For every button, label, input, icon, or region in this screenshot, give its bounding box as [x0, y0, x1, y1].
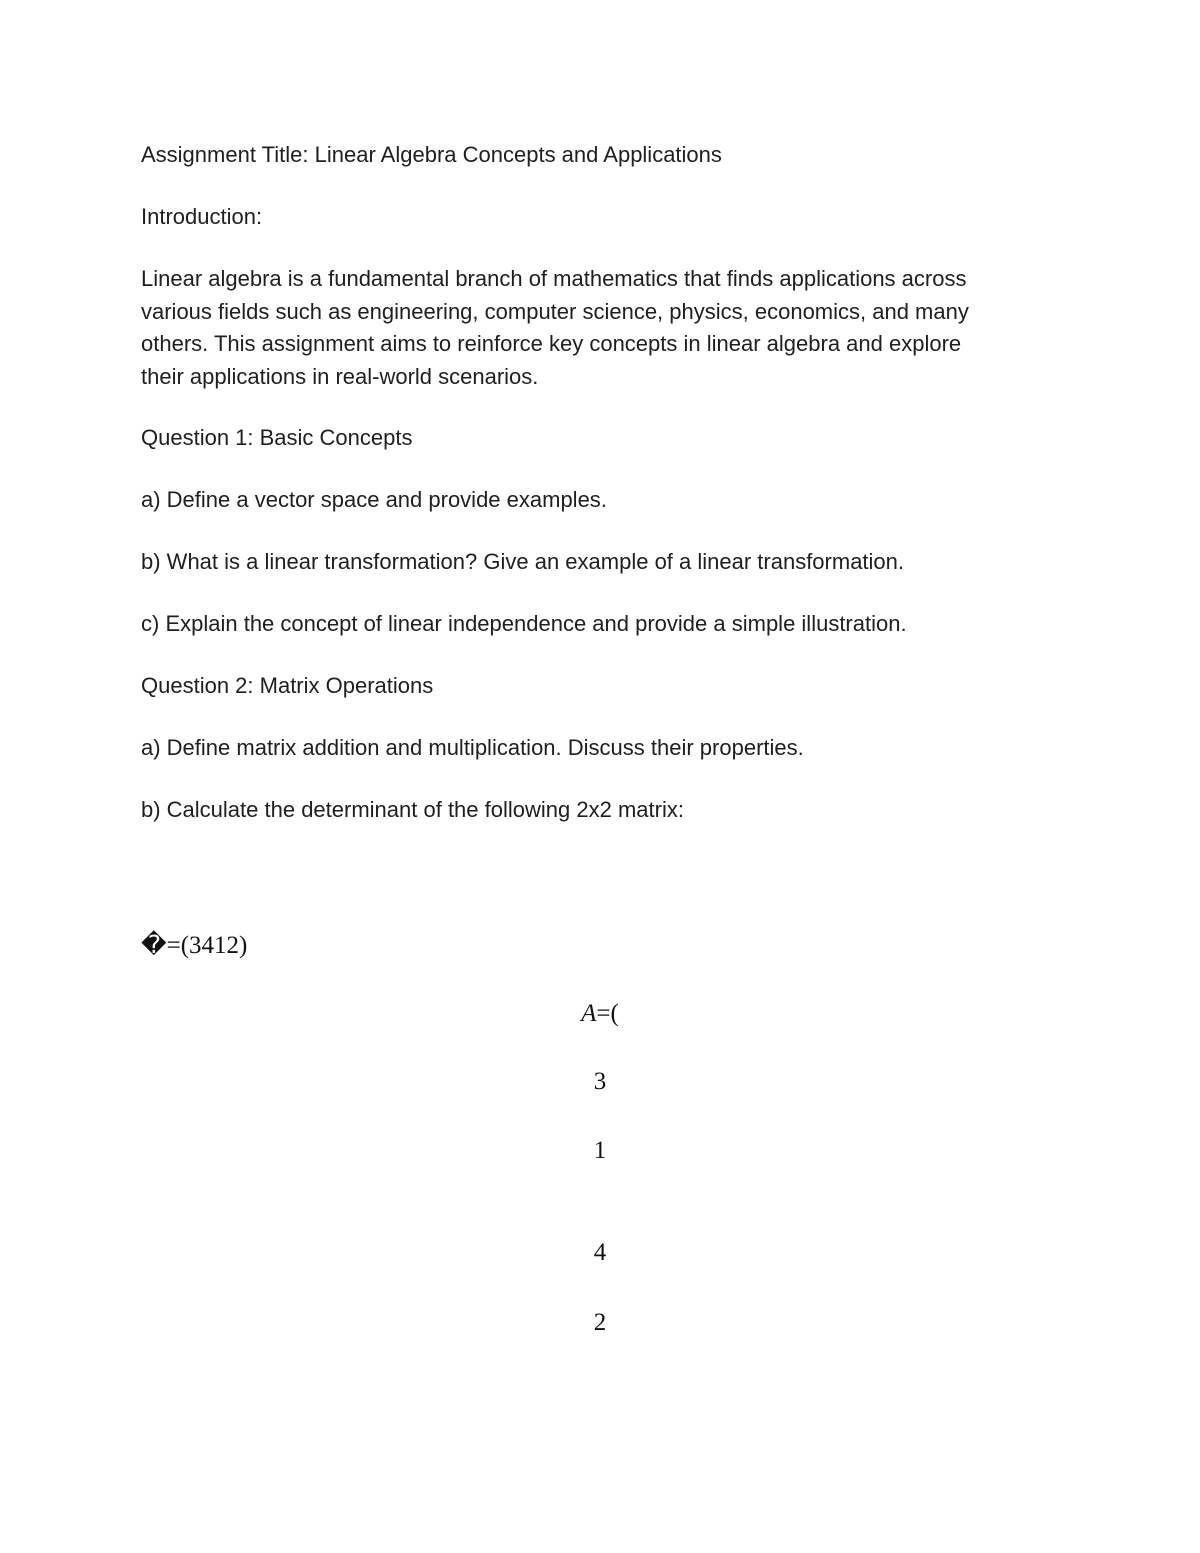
question-2b: b) Calculate the determinant of the following 2x2 matrix:	[141, 797, 684, 822]
intro-paragraph-line: their applications in real-world scenarios.	[141, 364, 539, 389]
question-1b: b) What is a linear transformation? Give an example of a linear transformation.	[141, 549, 905, 574]
question-2a: a) Define matrix addition and multiplication. Discuss their properties.	[141, 735, 804, 760]
question-1a: a) Define a vector space and provide examples.	[141, 487, 607, 512]
question-1c: c) Explain the concept of linear independence and provide a simple illustration.	[141, 611, 907, 636]
matrix-entry: 2	[593, 1309, 607, 1336]
assignment-title: Assignment Title: Linear Algebra Concepts and Applications	[141, 142, 722, 167]
matrix-open-paren: =(	[596, 1000, 619, 1027]
matrix-entry: 1	[593, 1137, 607, 1164]
question-2-heading: Question 2: Matrix Operations	[141, 673, 434, 698]
matrix-definition	[0, 999, 1200, 1029]
intro-paragraph-line: various fields such as engineering, computer science, physics, economics, and many	[141, 299, 969, 324]
matrix-entry: 4	[593, 1239, 607, 1266]
matrix-garbled-expression: �=(3412)	[141, 932, 248, 959]
introduction-heading: Introduction:	[141, 204, 263, 229]
intro-paragraph-line: others. This assignment aims to reinforce key concepts in linear algebra and explore	[141, 331, 962, 356]
intro-paragraph-line: Linear algebra is a fundamental branch of mathematics that finds applications across	[141, 266, 967, 291]
question-1-heading: Question 1: Basic Concepts	[141, 425, 413, 450]
matrix-variable: A	[581, 1000, 597, 1027]
matrix-entry: 3	[593, 1068, 607, 1095]
